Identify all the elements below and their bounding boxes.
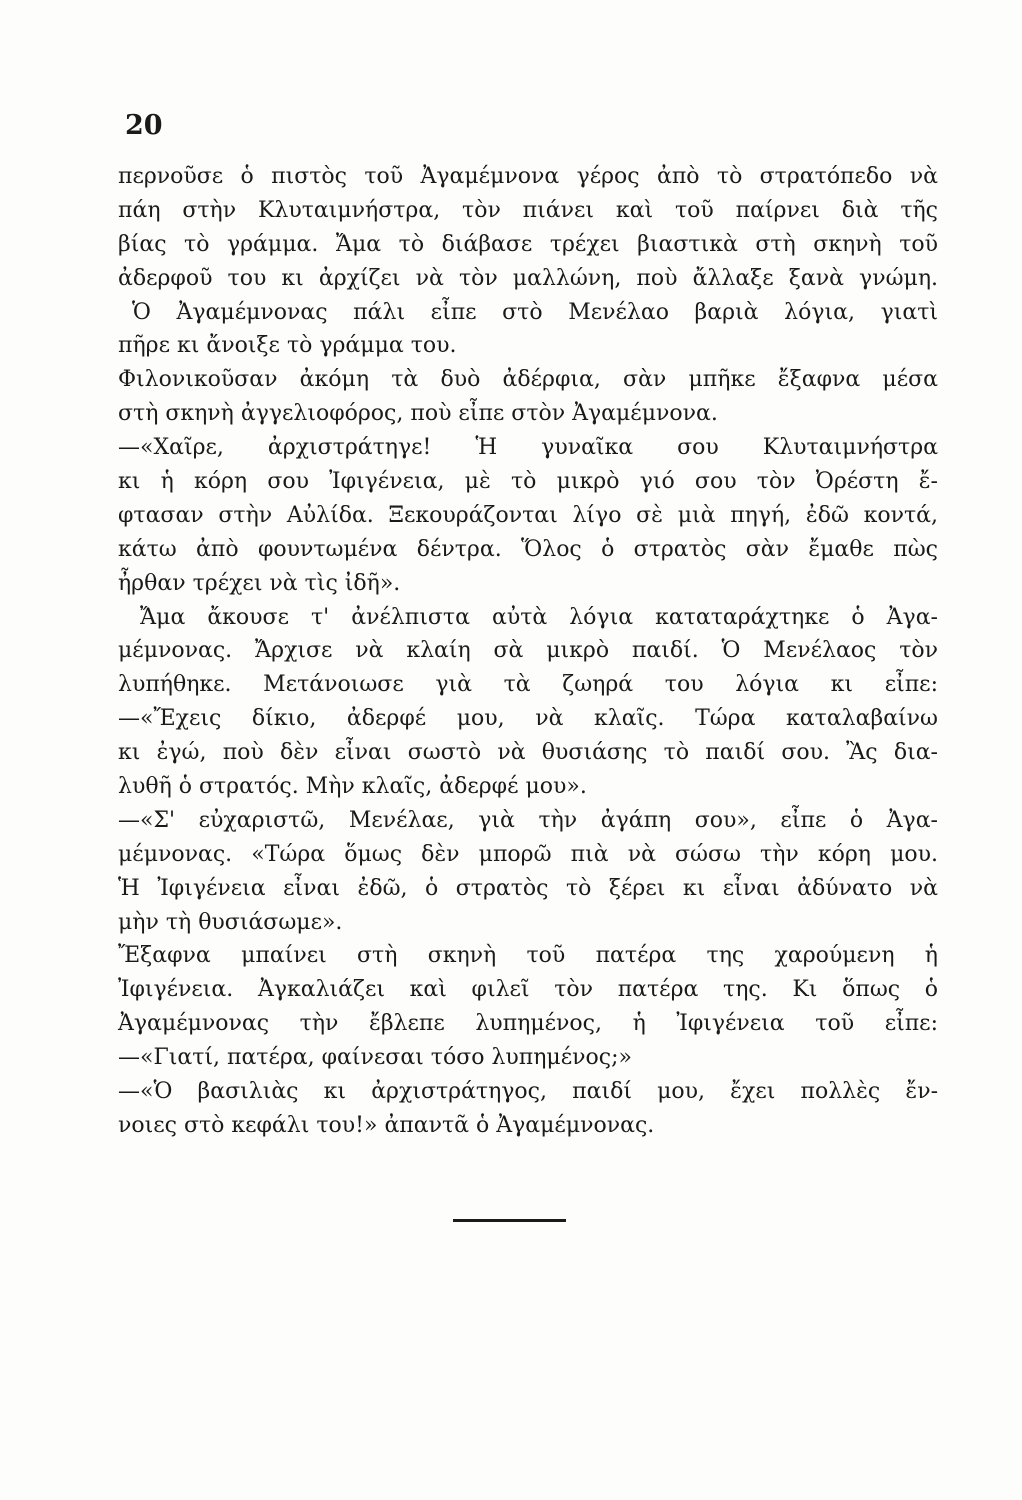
text-line: στὴ σκηνὴ ἀγγελιοφόρος, ποὺ εἶπε στὸν Ἀγαμέμνονα. — [118, 401, 718, 427]
text-line: ἦρθαν τρέχει νὰ τὶς ἰδῆ». — [118, 570, 401, 596]
page-number: 20 — [125, 110, 163, 141]
text-line: φτασαν στὴν Αὐλίδα. Ξεκουράζονται λίγο σὲ μιὰ πηγή, ἐδῶ κοντά, — [118, 502, 938, 528]
body-text — [118, 160, 938, 1143]
text-line: Ἀγαμέμνονας τὴν ἔβλεπε λυπημένος, ἡ Ἰφιγένεια τοῦ εἶπε: — [118, 1011, 938, 1037]
text-line: —«Γιατί, πατέρα, φαίνεσαι τόσο λυπημένος;» — [118, 1045, 632, 1071]
text-line: Ἰφιγένεια. Ἀγκαλιάζει καὶ φιλεῖ τὸν πατέρα της. Κι ὅπως ὁ — [118, 977, 938, 1003]
text-line: —«Ἔχεις δίκιο, ἀδερφέ μου, νὰ κλαῖς. Τώρα καταλαβαίνω — [118, 706, 938, 732]
text-line: μέμνονας. Ἄρχισε νὰ κλαίη σὰ μικρὸ παιδί. Ὁ Μενέλαος τὸν — [118, 638, 938, 664]
text-line: —«Χαῖρε, ἀρχιστράτηγε! Ἡ γυναῖκα σου Κλυταιμνήστρα — [118, 435, 938, 461]
text-line: Ἄμα ἄκουσε τ' ἀνέλπιστα αὐτὰ λόγια καταταράχτηκε ὁ Ἀγα- — [140, 604, 938, 630]
text-line: πάη στὴν Κλυταιμνήστρα, τὸν πιάνει καὶ τοῦ παίρνει διὰ τῆς — [118, 197, 938, 223]
text-line: —«Ὁ βασιλιὰς κι ἀρχιστράτηγος, παιδί μου, ἔχει πολλὲς ἔν- — [118, 1079, 938, 1105]
text-line: λυπήθηκε. Μετάνοιωσε γιὰ τὰ ζωηρά του λόγια κι εἶπε: — [118, 672, 938, 698]
text-line: μέμνονας. «Τώρα ὅμως δὲν μπορῶ πιὰ νὰ σώσω τὴν κόρη μου. — [118, 841, 938, 867]
text-line: λυθῆ ὁ στρατός. Μὴν κλαῖς, ἀδερφέ μου». — [118, 774, 587, 800]
text-line: περνοῦσε ὁ πιστὸς τοῦ Ἀγαμέμνονα γέρος ἀπὸ τὸ στρατόπεδο νὰ — [118, 164, 938, 189]
text-line: Φιλονικοῦσαν ἀκόμη τὰ δυὸ ἀδέρφια, σὰν μπῆκε ἔξαφνα μέσα — [118, 367, 938, 393]
text-line: κάτω ἀπὸ φουντωμένα δέντρα. Ὅλος ὁ στρατὸς σὰν ἔμαθε πὼς — [118, 536, 938, 562]
text-line: κι ἐγώ, ποὺ δὲν εἶναι σωστὸ νὰ θυσιάσης τὸ παιδί σου. Ἂς δια- — [118, 740, 938, 766]
text-line: ἀδερφοῦ του κι ἀρχίζει νὰ τὸν μαλλώνη, ποὺ ἄλλαξε ξανὰ γνώμη. — [118, 265, 938, 291]
text-line: βίας τὸ γράμμα. Ἄμα τὸ διάβασε τρέχει βιαστικὰ στὴ σκηνὴ τοῦ — [118, 231, 938, 257]
text-line: Ὁ Ἀγαμέμνονας πάλι εἶπε στὸ Μενέλαο βαριὰ λόγια, γιατὶ — [132, 299, 938, 325]
text-line: μὴν τὴ θυσιάσωμε». — [118, 909, 343, 935]
text-line: Ἡ Ἰφιγένεια εἶναι ἐδῶ, ὁ στρατὸς τὸ ξέρει κι εἶναι ἀδύνατο νὰ — [118, 875, 938, 901]
text-line: Ἔξαφνα μπαίνει στὴ σκηνὴ τοῦ πατέρα της χαρούμενη ἡ — [118, 943, 938, 969]
text-line: πῆρε κι ἄνοιξε τὸ γράμμα του. — [118, 333, 457, 359]
text-line: κι ἡ κόρη σου Ἰφιγένεια, μὲ τὸ μικρὸ γιό σου τὸν Ὀρέστη ἔ- — [118, 469, 938, 495]
text-line: νοιες στὸ κεφάλι του!» ἀπαντᾶ ὁ Ἀγαμέμνονας. — [118, 1112, 655, 1138]
text-line: —«Σ' εὐχαριστῶ, Μενέλαε, γιὰ τὴν ἀγάπη σου», εἶπε ὁ Ἀγα- — [118, 807, 938, 833]
section-divider — [453, 1219, 566, 1222]
